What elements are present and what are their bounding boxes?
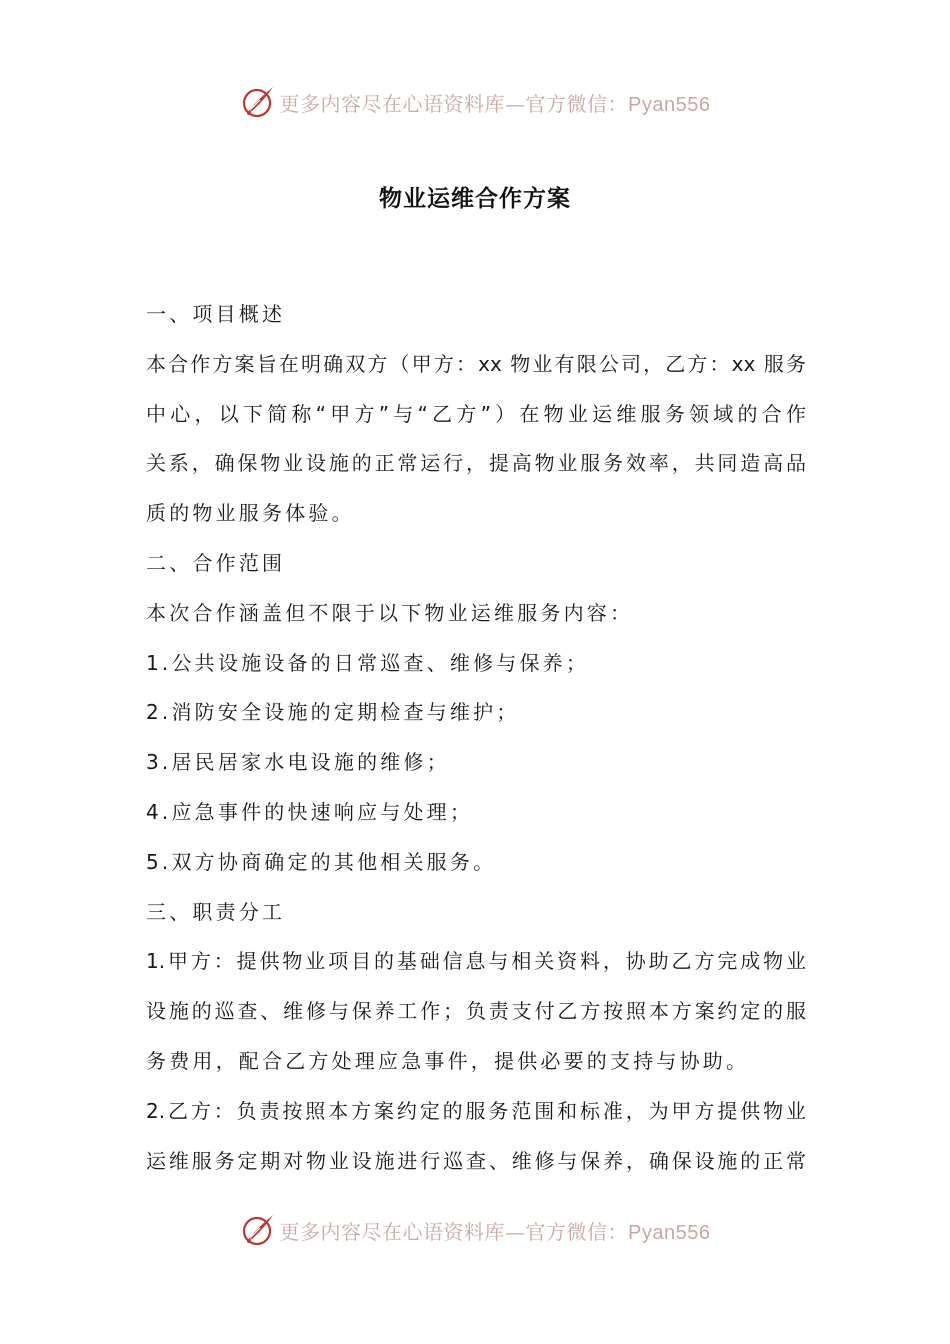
wechat-id: Pyan556 [628,1221,711,1244]
section-heading-overview: 一、项目概述 [146,302,286,326]
list-item: 4.应急事件的快速响应与处理； [146,799,474,824]
paragraph-line: 关系，确保物业设施的正常运行，提高物业服务效率，共同造高品 [146,451,806,476]
header-banner [0,82,950,122]
quill-seal-icon [240,84,276,120]
paragraph-line: 本次合作涵盖但不限于以下物业运维服务内容： [146,600,634,625]
list-item: 3.居民居家水电设施的维修； [146,750,450,775]
section-heading-responsibilities: 三、职责分工 [146,899,286,924]
footer-banner [0,1210,950,1250]
banner-text: 更多内容尽在心语资料库—官方微信：Pyan556 [279,91,711,116]
paragraph-line: 1.甲方：提供物业项目的基础信息与相关资料，协助乙方完成物业 [146,949,806,974]
paragraph-line: 运维服务定期对物业设施进行巡查、维修与保养，确保设施的正常 [146,1148,806,1173]
document-title: 物业运维合作方案 [379,186,571,212]
list-item: 1.公共设施设备的日常巡查、维修与保养； [146,650,590,675]
paragraph-line: 中心，以下简称“甲方”与“乙方”）在物业运维服务领域的合作 [146,401,806,426]
paragraph-line: 设施的巡查、维修与保养工作；负责支付乙方按照本方案约定的服 [146,999,806,1024]
section-heading-scope: 二、合作范围 [146,550,286,575]
wechat-id: Pyan556 [628,93,711,116]
paragraph-line: 务费用，配合乙方处理应急事件，提供必要的支持与协助。 [146,1048,750,1073]
paragraph-line: 2.乙方：负责按照本方案约定的服务范围和标准，为甲方提供物业 [146,1098,806,1123]
list-item: 2.消防安全设施的定期检查与维护； [146,700,520,725]
quill-seal-icon [240,1212,276,1248]
banner-text: 更多内容尽在心语资料库—官方微信：Pyan556 [279,1219,711,1244]
paragraph-line: 本合作方案旨在明确双方（甲方：xx 物业有限公司，乙方：xx 服务 [146,351,806,376]
list-item: 5.双方协商确定的其他相关服务。 [146,849,497,874]
paragraph-line: 质的物业服务体验。 [146,501,355,526]
document-body [146,294,806,1190]
